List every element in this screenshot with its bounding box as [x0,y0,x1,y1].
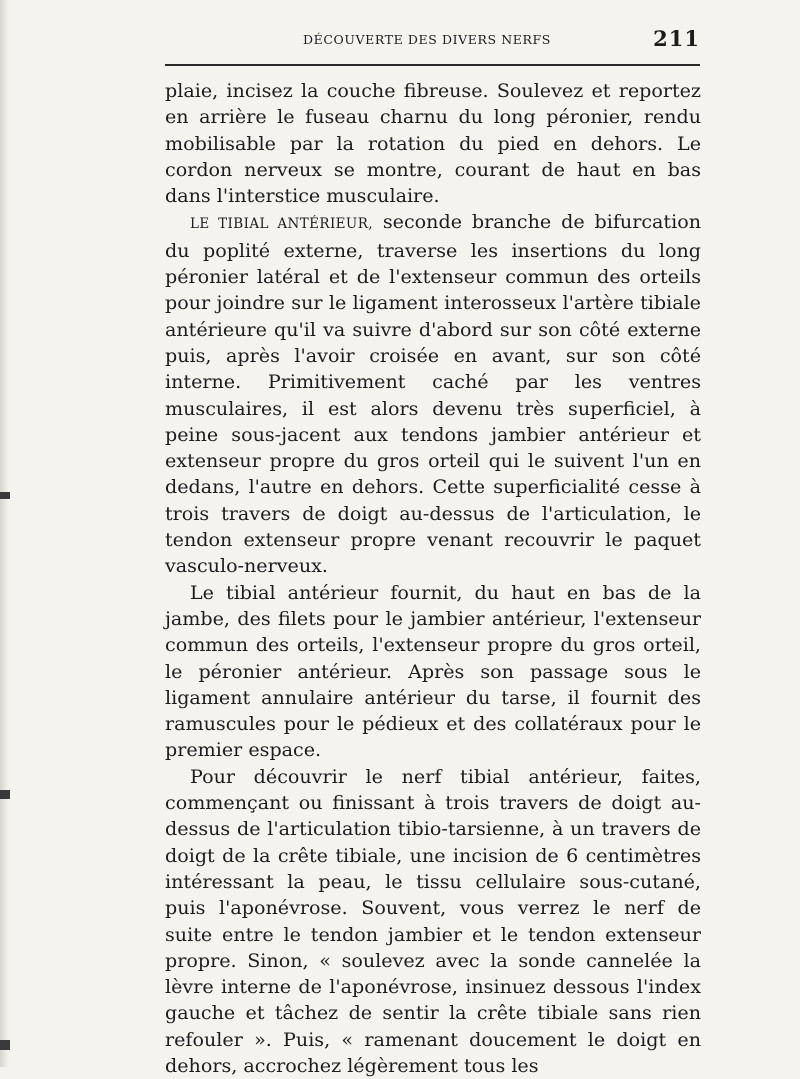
paragraph-4-text: Pour découvrir le nerf tibial antérieur, faites, commençant ou finissant à trois travers de doigt au-dessus de l'articulation tibio-tarsienne, à un travers de doigt de la crête tibiale, une incision de 6 centimètres intéressant la peau, le tissu cellulaire sous-cutané, puis l'aponévrose. Souvent, vous verrez le nerf de suite entre le tendon jambier et le tendon extenseur propre. Sinon, « soulevez avec la sonde cannelée la lèvre interne de l'aponévrose, insinuez dessous l'index gauche et tâchez de sentir la crête tibiale sans rien refouler ». Puis, « ramenant doucement le doigt en dehors, accrochez légèrement tous les [165,764,701,1077]
paragraph-2 [165,209,701,579]
paragraph-2-text: seconde branche de bifurcation du poplité externe, traverse les insertions du long péronier latéral et de l'extenseur commun des orteils pour joindre sur le ligament interosseux l'artère tibiale antérieure qu'il va suivre d'abord sur son côté externe puis, après l'avoir croisée en avant, sur son côté interne. Primitivement caché par les ventres musculaires, il est alors devenu très superficiel, à peine sous-jacent aux tendons jambier antérieur et extenseur propre du gros orteil qui le suivent l'un en dedans, l'autre en dehors. Cette superficialité cesse à trois travers de doigt au-dessus de l'articulation, le tendon extenseur propre venant recouvrir le paquet vasculo-nerveux. [165,210,701,578]
paragraph-1-text: plaie, incisez la couche fibreuse. Soulevez et reportez en arrière le fuseau charnu du long péronier, rendu mobilisable par la rotation du pied en dehors. Le cordon nerveux se montre, courant de haut en bas dans l'interstice musculaire. [165,79,701,208]
header-rule [165,64,700,66]
binding-mark-2 [0,790,10,799]
running-head [165,24,700,54]
paragraph-4 [165,764,701,1079]
paragraph-3 [165,580,701,764]
paragraph-2-lead: LE TIBIAL ANTÉRIEUR, [190,216,373,233]
page-left-edge-shadow [0,0,9,1067]
binding-mark-1 [0,492,10,499]
paragraph-1 [165,78,701,209]
running-title: DÉCOUVERTE DES DIVERS NERFS [303,32,551,47]
body-text [165,78,701,1079]
page-number: 211 [653,26,700,51]
paragraph-3-text: Le tibial antérieur fournit, du haut en bas de la jambe, des filets pour le jambier antérieur, l'extenseur commun des orteils, l'extenseur propre du gros orteil, le péronier antérieur. Après son passage sous le ligament annulaire antérieur du tarse, il fournit des ramuscules pour le pédieux et des collatéraux pour le premier espace. [165,580,701,762]
binding-mark-3 [0,1040,10,1050]
